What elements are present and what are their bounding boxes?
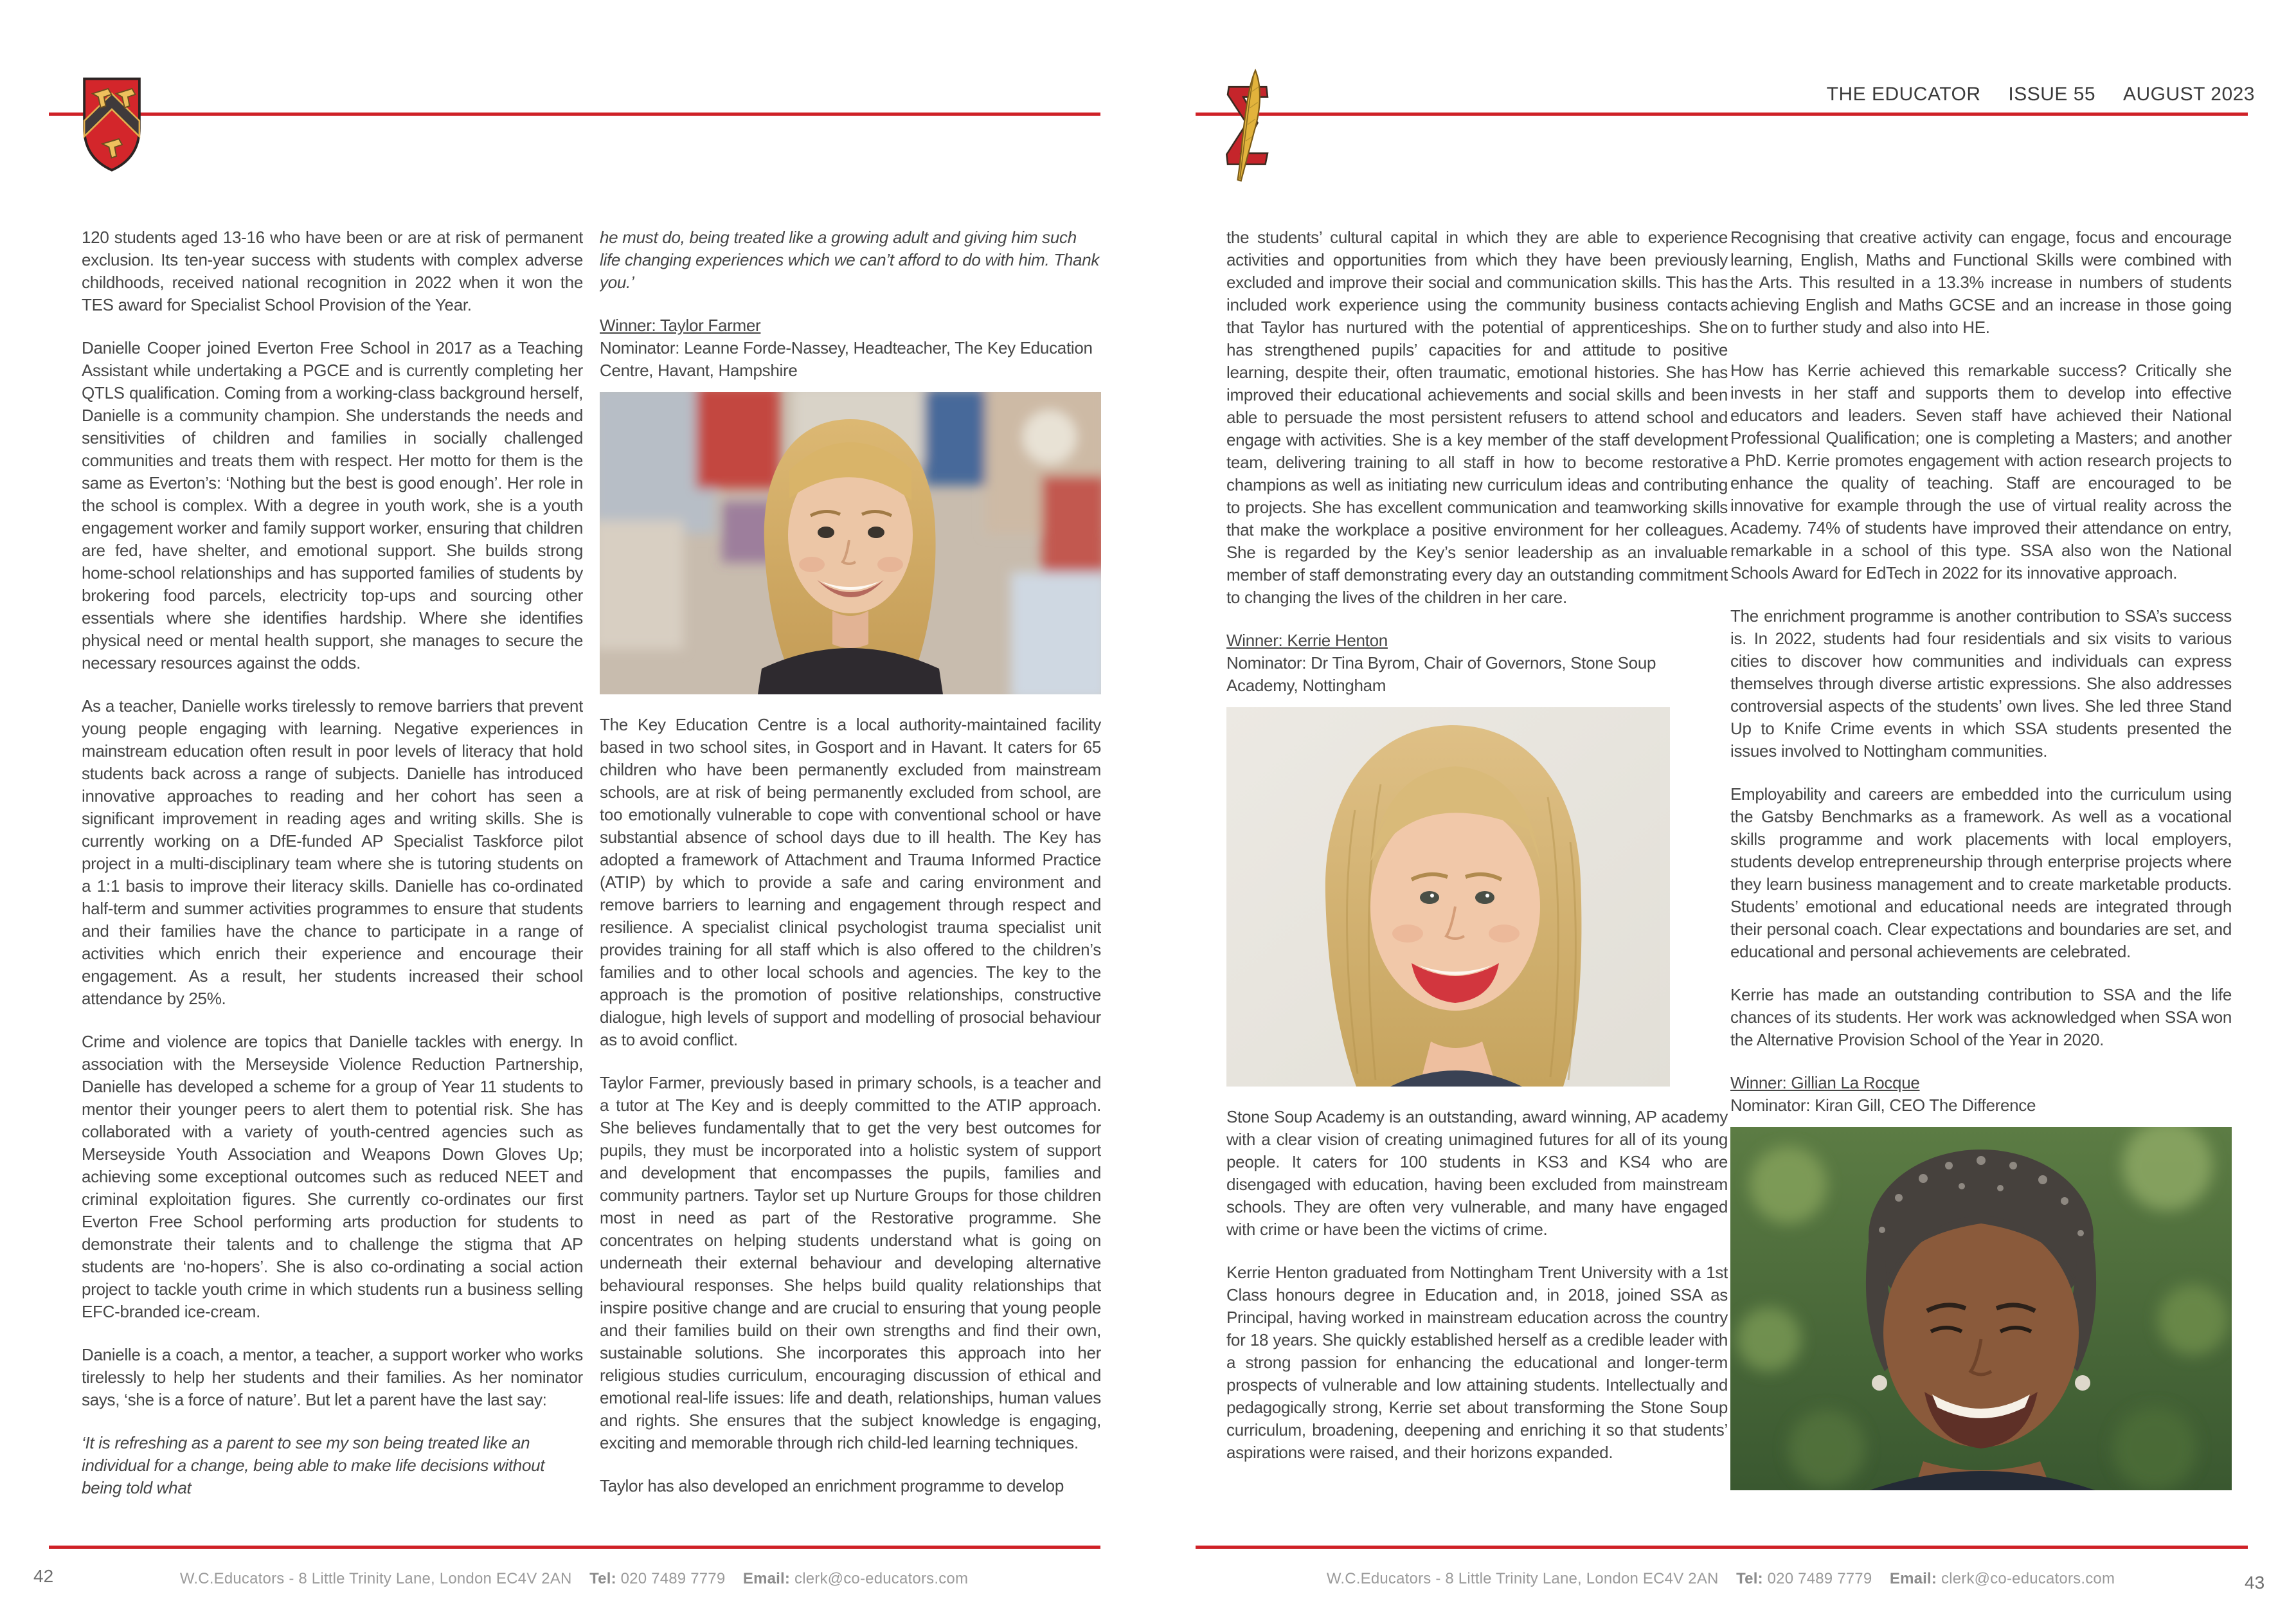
column-1 [82, 226, 583, 1539]
winner-heading-taylor-farmer: Winner: Taylor Farmer [600, 316, 761, 335]
footer-tel: 020 7489 7779 [1762, 1570, 1872, 1587]
paragraph: The Key Education Centre is a local authority-maintained facility based in two school sites, in Gosport and in Havant. It caters for 65 children who have been permanently excluded from mainstream schools, are at risk of being permanently excluded from school, are too emotionally vulnerable to cope with conventional school or have substantial absence of school days due to ill health. The Key has adopted a framework of Attachment and Trauma Informed Practice (ATIP) by which to provide a safe and caring environment and remove barriers to learning and engagement through respect and resilience. A specialist clinical psychologist trauma specialist unit provides training for all staff which is also offered to the children’s families and to other local schools and agencies. The key to the approach is the promotion of positive relationships, constructive dialogue, high levels of support and modelling of prosocial behaviour as to avoid conflict. [600, 715, 1101, 1049]
winner-heading-kerrie-henton: Winner: Kerrie Henton [1226, 631, 1388, 650]
paragraph: Kerrie Henton graduated from Nottingham Trent University with a 1st Class honours degree in Education and, in 2018, joined SSA as Principal, having worked in mainstream education across the country for 18 years. She quickly established herself as a credible leader with a strong passion for enhancing the educational and longer-term prospects of vulnerable and low attaining students. Intellectually and pedagogically strong, Kerrie set about transforming the Stone Soup curriculum, broadening, deepening and enriching it so that students’ aspirations were raised, and their horizons expanded. [1226, 1263, 1728, 1462]
paragraph: Taylor Farmer, previously based in primary schools, is a teacher and a tutor at The Key and is deeply committed to the ATIP approach. She believes fundamentally that to get the very best outcomes for pupils, they must be incorporated into a holistic system of support and development that encompasses the pupils, families and community partners. Taylor set up Nurture Groups for those children most in need as part of the Restorative programme. She concentrates on helping students understand what is going on underneath their external behaviour and developing alternative behavioural responses. She helps build quality relationships that inspire positive change and are crucial to ensuring that young people and their families build on their own strengths and find their own, sustainable solutions. She incorporates this approach into her religious studies curriculum, encouraging discussion of ethical and emotional real-life issues: life and death, relationships, human values and rights. She ensures that the subject knowledge is engaging, exciting and memorable through rich child-led learning techniques. [600, 1073, 1101, 1452]
footer-tel: 020 7489 7779 [616, 1570, 726, 1587]
column-4 [1730, 226, 2232, 1539]
gillian-la-rocque-photo [1730, 1127, 2232, 1490]
paragraph: How has Kerrie achieved this remarkable success? Critically she invests in her staff and supports them to develop into effective educators and leaders. Seven staff have achieved their National Professional Qualification; one is completing a Masters; and another a PhD. Kerrie promotes engagement with action research projects to enhance the quality of teaching. Staff are encouraged to be innovative for example through the use of virtual reality across the Academy. 74% of students have improved their attendance on entry, remarkable in a school of this type. SSA also won the National Schools Award for EdTech in 2022 for its innovative approach. [1730, 361, 2232, 582]
parent-quote: ‘It is refreshing as a parent to see my son being treated like an individual for a change, being able to make life decisions without being told what [82, 1433, 545, 1497]
paragraph: 120 students aged 13-16 who have been or are at risk of permanent exclusion. Its ten-year success with students with complex adverse childhoods, received national recognition in 2022 when it won the TES award for Specialist School Provision of the Year. [82, 228, 583, 314]
column-2 [600, 226, 1101, 1539]
nominator-line: Nominator: Kiran Gill, CEO The Difference [1730, 1096, 2036, 1115]
portrait-gillian-la-rocque [1730, 1127, 2232, 1490]
paragraph: As a teacher, Danielle works tirelessly to remove barriers that prevent young people engaging with learning. Negative experiences in mainstream education often result in poor levels of literacy that hold students back across a range of subjects. Danielle has introduced innovative approaches to reading and her cohort has seen a significant improvement in reading ages and writing skills. She is currently working on a DfE-funded AP Specialist Taskforce pilot project in a multi-disciplinary team where she is tutoring students on a 1:1 basis to improve their literacy skills. Danielle has co-ordinated half-term and summer activities programmes to ensure that students and their families have the chance to participate in a range of activities which enrich their experience and encourage their engagement. As a result, her students increased their school attendance by 25%. [82, 696, 583, 1008]
footer-email-label: Email: [1889, 1570, 1937, 1587]
paragraph: Kerrie has made an outstanding contribution to SSA and the life chances of its students. Her work was acknowledged when SSA won the Alternative Provision School of the Year in 2020. [1730, 985, 2232, 1049]
footer-tel-label: Tel: [589, 1570, 616, 1587]
footer-rule-right-page [1196, 1546, 2248, 1549]
paragraph: the students’ cultural capital in which they are able to experience activities and opportunities from which they have been previously excluded and improve their social and communication skills. This has included work experience using the community business contacts that Taylor has nurtured with the potential of apprenticeships. She has strengthened pupils’ capacities for and attitude to positive learning, despite their, often traumatic, emotional histories. She has improved their educational achievements and social skills and been able to persuade the most persistent refusers to attend school and engage with activities. She is a key member of the staff development team, delivering training to all staff in how to become restorative champions as well as initiating new curriculum ideas and contributing to projects. She has excellent communication and teamworking skills that make the workplace a positive environment for her colleagues. She is regarded by the Key’s senior leadership as an invaluable member of staff demonstrating every day an outstanding commitment to changing the lives of the children in her care. [1226, 228, 1728, 607]
school-crest-logo [81, 69, 143, 179]
paragraph: Taylor has also developed an enrichment programme to develop [600, 1476, 1064, 1495]
sigma-quill-icon [1220, 64, 1275, 190]
footer-address: W.C.Educators - 8 Little Trinity Lane, London EC4V 2AN [179, 1570, 572, 1587]
column-3 [1226, 226, 1728, 1539]
footer-email: clerk@co-educators.com [1937, 1570, 2115, 1587]
page-number-43: 43 [2245, 1573, 2265, 1592]
portrait-taylor-farmer [600, 392, 1101, 694]
footer-tel-label: Tel: [1736, 1570, 1763, 1587]
footer-address: W.C.Educators - 8 Little Trinity Lane, London EC4V 2AN [1326, 1570, 1719, 1587]
masthead [1827, 84, 2255, 105]
paragraph: Employability and careers are embedded into the curriculum using the Gatsby Benchmarks as a framework. As well as a vocational skills programme and work placements with local employers, students develop entrepreneurship through enterprise projects where they learn business management and to create marketable products. Students’ emotional and educational needs are integrated through their personal coach. Clear expectations and boundaries are set, and educational and personal achievements are celebrated. [1730, 784, 2232, 961]
masthead-date: AUGUST 2023 [2122, 84, 2255, 105]
header-rule-left-page [49, 113, 1100, 116]
paragraph: Crime and violence are topics that Danielle tackles with energy. In association with the Merseyside Violence Reduction Partnership, Danielle has developed a scheme for a group of Year 11 students to mentor their younger peers to alert them to potential risk. She has collaborated with a variety of youth-centred agencies such as Merseyside Youth Association and Weapons Down Gloves Up; achieving some exceptional outcomes such as reduced NEET and criminal exploitation figures. She currently co-ordinates our first Everton Free School performing arts production for students to demonstrate their talents and to challenge the stigma that AP students are ‘no-hopers’. She is also co-ordinating a social action project to tackle youth crime in which students run a business selling EFC-branded ice-cream. [82, 1032, 583, 1321]
crest-shield-icon [81, 69, 143, 179]
paragraph: Recognising that creative activity can engage, focus and encourage learning, English, Maths and Functional Skills were combined with the Arts. This resulted in a 13.3% increase in numbers of students achieving English and Maths GCSE and an increase in those going on to further study and also into HE. [1730, 228, 2232, 337]
footer-email-label: Email: [742, 1570, 791, 1587]
portrait-kerrie-henton [1226, 707, 1670, 1087]
nominator-line: Nominator: Leanne Forde-Nassey, Headteacher, The Key Education Centre, Havant, Hampshire [600, 338, 1093, 380]
kerrie-henton-photo [1226, 707, 1670, 1087]
header-rule-right-page [1196, 113, 2248, 116]
paragraph: Danielle Cooper joined Everton Free School in 2017 as a Teaching Assistant while undertaking a PGCE and is currently completing her QTLS qualification. Coming from a working-class background herself, Danielle is a community champion. She understands the needs and sensitivities of children and families in socially challenged communities and treats them with respect. Her motto for them is the same as Everton’s: ‘Nothing but the best is good enough’. Her role in the school is complex. With a degree in youth work, she is a youth engagement worker and family support worker, ensuring that children are fed, have shelter, and emotional support. She builds strong home-school relationships and has supported families of students by brokering food parcels, electricity top-ups and sourcing other essentials where she identifies hardship. Where she identifies physical need or mental health support, she manages to secure the necessary resources against the odds. [82, 338, 583, 672]
sigma-quill-logo [1220, 64, 1275, 190]
nominator-line: Nominator: Dr Tina Byrom, Chair of Governors, Stone Soup Academy, Nottingham [1226, 653, 1656, 695]
taylor-farmer-photo [600, 392, 1101, 694]
paragraph: Danielle is a coach, a mentor, a teacher, a support worker who works tirelessly to help her students and their families. As her nominator says, ‘she is a force of nature’. But let a parent have the last say: [82, 1345, 583, 1409]
footer-right-page [1239, 1570, 2203, 1588]
footer-rule-left-page [49, 1546, 1100, 1549]
parent-quote-continued: he must do, being treated like a growing adult and giving him such life changing experiences which we can’t afford to do with him. Thank you.’ [600, 228, 1100, 292]
masthead-title: THE EDUCATOR [1826, 84, 1981, 105]
paragraph: The enrichment programme is another contribution to SSA’s success is. In 2022, students had four residentials and six visits to various cities to discover how communities and individuals can express themselves through diverse artistic expressions. She also addresses controversial aspects of the students’ own lives. She led three Stand Up to Knife Crime events in which SSA students presented the issues involved to Nottingham communities. [1730, 606, 2232, 761]
winner-heading-gillian-la-rocque: Winner: Gillian La Rocque [1730, 1073, 1920, 1092]
page-number-42: 42 [33, 1566, 54, 1586]
footer-email: clerk@co-educators.com [790, 1570, 969, 1587]
paragraph: Stone Soup Academy is an outstanding, award winning, AP academy with a clear vision of creating unimagined futures for all of its young people. It caters for 100 students in KS3 and KS4 who are disengaged with education, having been excluded from mainstream schools. They are often very vulnerable, and many have engaged with crime or have been the victims of crime. [1226, 1107, 1728, 1239]
footer-left-page [92, 1570, 1056, 1588]
masthead-issue: ISSUE 55 [2008, 84, 2096, 105]
